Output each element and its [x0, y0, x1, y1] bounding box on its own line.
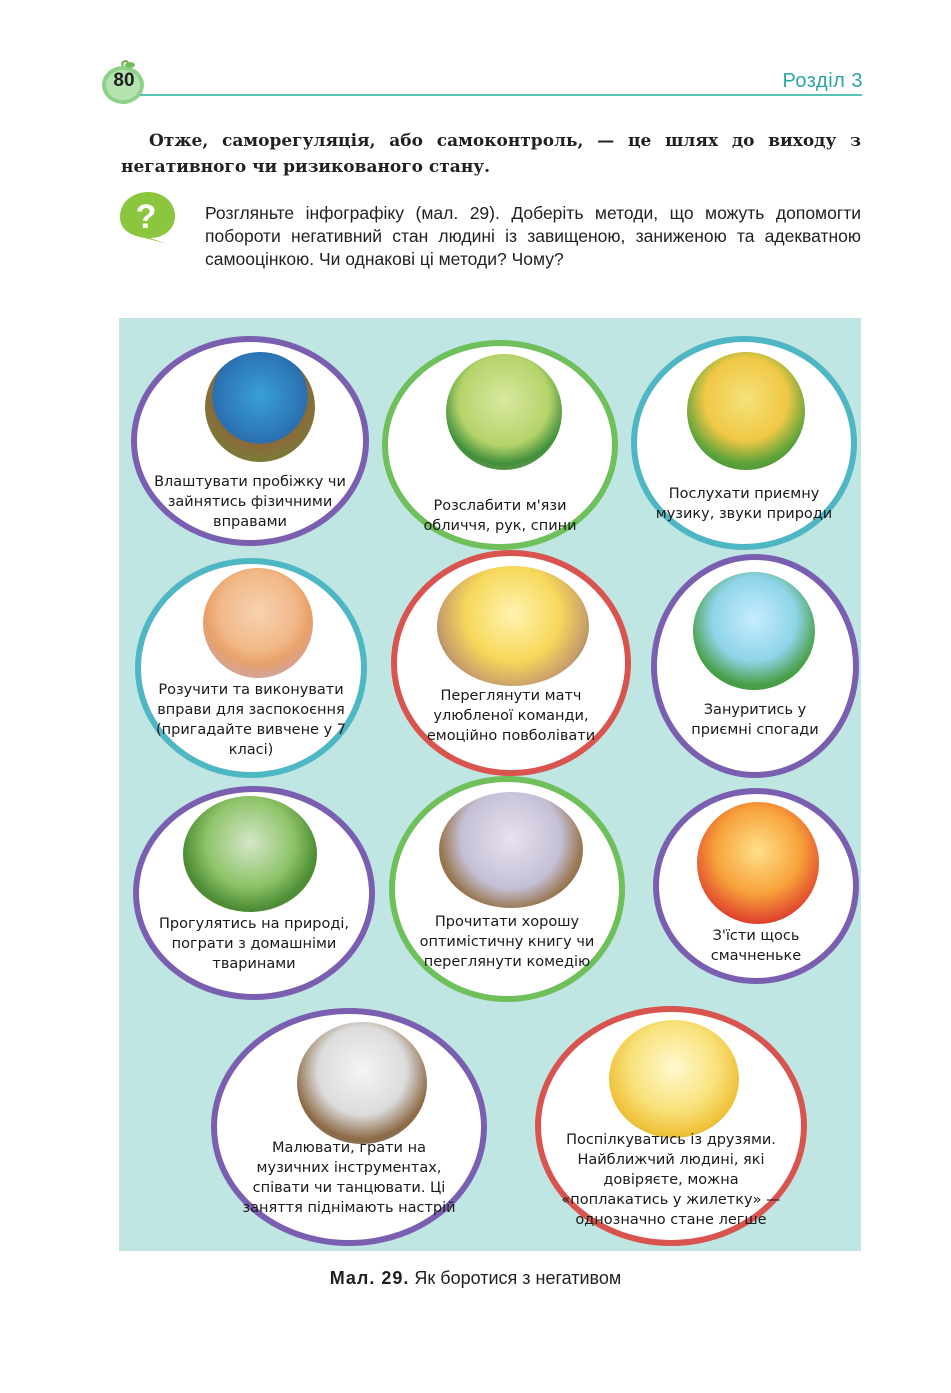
talking-friends-illustration	[609, 1020, 739, 1138]
page-number: 80	[113, 70, 135, 91]
header-rule	[140, 94, 862, 96]
figure-title: Як боротися з негативом	[414, 1268, 622, 1288]
method-caption: Прочитати хорошу оптимістичну книгу чи переглянути комедію	[419, 914, 595, 970]
question-mark-icon	[115, 188, 181, 251]
reading-girl-illustration	[439, 792, 583, 908]
listening-music-illustration	[687, 352, 805, 470]
method-caption: Розучити та виконувати вправи для заспокоєння (пригадайте вивчене у 7 класі)	[155, 682, 346, 758]
method-caption: З'їсти щось смачненьке	[710, 928, 802, 964]
walk-with-dog-illustration	[183, 796, 317, 912]
method-caption: Малювати, грати на музичних інструментах, співати чи танцювати. Ці заняття піднімають настрій	[242, 1140, 456, 1216]
method-caption: Переглянути матч улюбленої команди, емоційно повболівати	[426, 688, 596, 744]
relaxing-girl-illustration	[446, 354, 562, 470]
calm-girl-illustration	[203, 568, 313, 678]
daydreaming-boy-illustration	[693, 572, 815, 690]
method-caption: Послухати приємну музику, звуки природи	[655, 486, 833, 522]
painting-girl-illustration	[297, 1022, 427, 1144]
task-text: Розгляньте інфографіку (мал. 29). Доберіть методи, що можуть допомогти побороти негативний стан людині із завищеною, заниженою та адекватною самооцінкою. Чи однакові ці методи? Чому?	[205, 203, 861, 269]
method-watch-match	[391, 550, 631, 776]
page-number-badge	[101, 60, 149, 104]
method-running	[131, 336, 369, 546]
method-pleasant-memories	[651, 554, 859, 778]
method-creative-activities	[211, 1008, 487, 1246]
method-talk-to-friends	[535, 1006, 807, 1246]
method-caption: Поспілкуватись із друзями. Найближчий людині, які довіряєте, можна «поплакатись у жилетку» — однозначно стане легше	[561, 1132, 781, 1228]
figure-caption	[0, 1268, 951, 1289]
intro-paragraph: Отже, саморегуляція, або самоконтроль, — це шлях до виходу з негативного чи ризикованого стану.	[121, 131, 861, 177]
method-caption: Влаштувати пробіжку чи зайнятись фізичними вправами	[154, 474, 346, 530]
method-caption: Розслабити м'язи обличчя, рук, спини	[423, 498, 577, 534]
watching-tv-illustration	[437, 566, 589, 686]
infographic	[119, 318, 861, 1251]
method-eat-tasty	[653, 788, 859, 984]
figure-label: Мал. 29.	[329, 1268, 410, 1288]
method-relax-muscles	[382, 340, 618, 550]
method-caption: Зануритись у приємні спогади	[691, 702, 819, 738]
section-label: Розділ 3	[782, 70, 863, 92]
method-caption: Прогулятись на природі, пограти з домашніми тваринами	[159, 916, 349, 972]
method-nature-walk	[133, 786, 375, 1000]
svg-text:?: ?	[135, 198, 157, 236]
method-calming-exercises	[135, 558, 367, 778]
method-read-book	[389, 776, 625, 1002]
running-boy-illustration	[205, 352, 315, 462]
method-music	[631, 336, 857, 550]
eating-girl-illustration	[697, 802, 819, 924]
